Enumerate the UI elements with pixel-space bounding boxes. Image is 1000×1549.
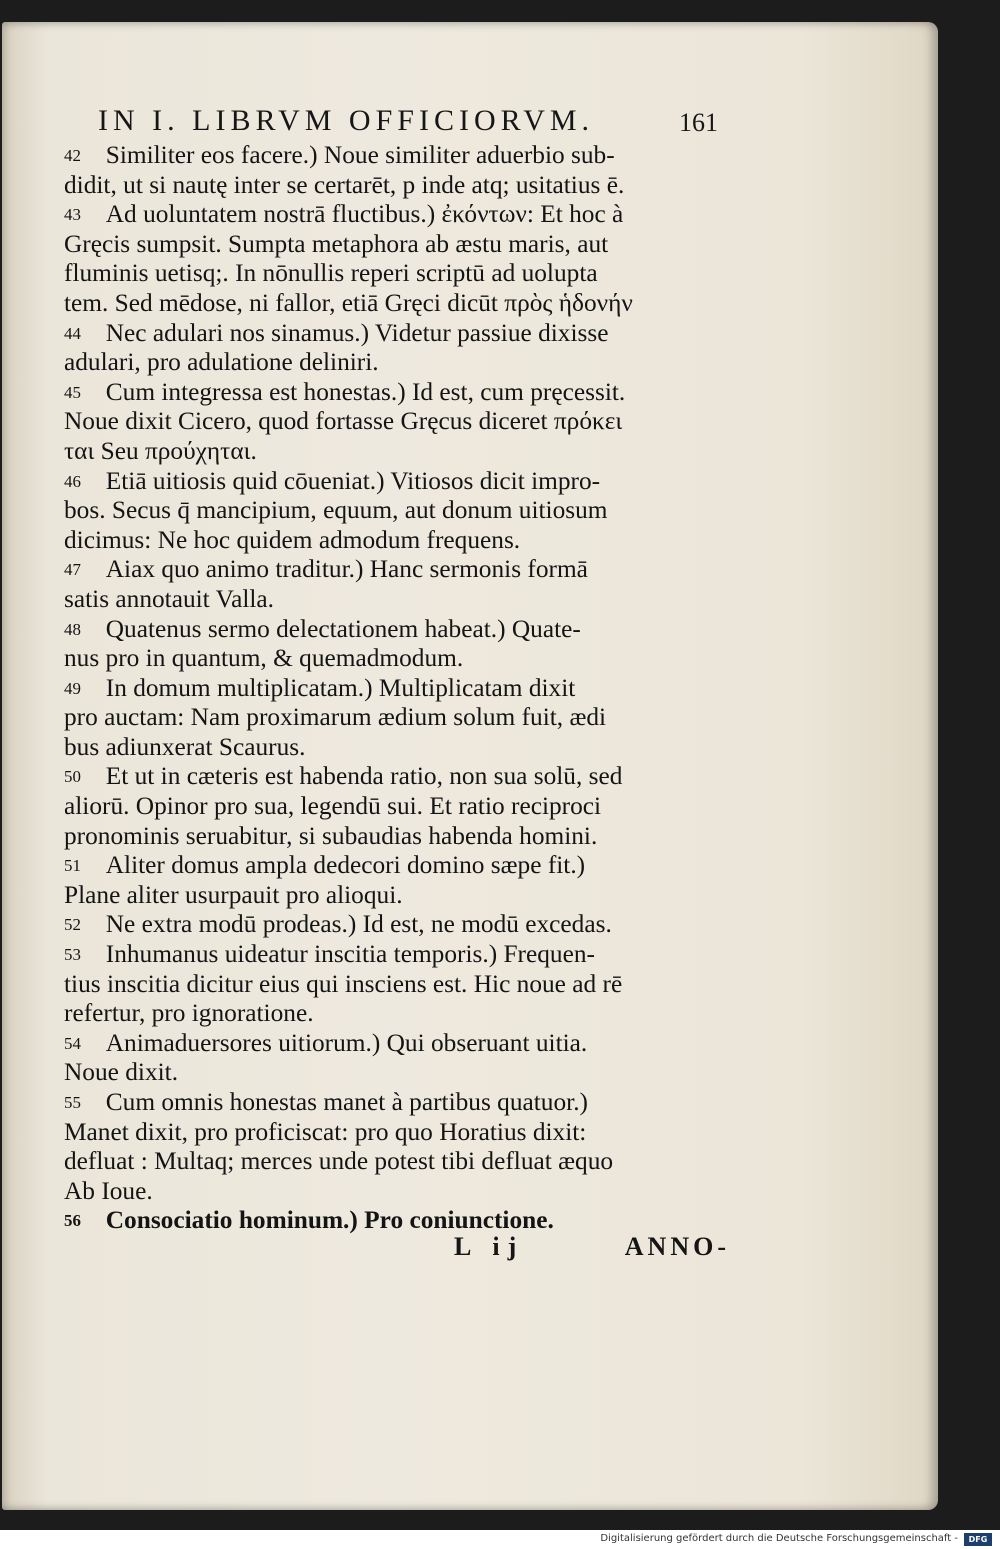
entry-line: fluminis uetisq;. In nōnullis reperi scriptū ad uolupta [64,258,598,288]
entry-first-line [64,554,720,584]
entry-lemma-line: Aliter domus ampla dedecori domino sæpe fit.) [105,850,586,880]
entry-line: Plane aliter usurpauit pro alioqui. [64,879,403,909]
commentary-entry [64,673,724,762]
entry-line: didit, ut si nautę inter se certarēt, p inde atq; usitatius ē. [64,169,625,199]
entry-number: 44 [64,323,81,343]
entry-lemma-line: Quatenus sermo delectationem habeat.) Quate- [105,613,581,643]
entry-first-line [64,1205,720,1235]
entry-first-line [64,761,720,791]
commentary-entry [64,939,724,1028]
entry-first-line [64,377,720,407]
commentary-entry [64,466,724,555]
entry-line: defluat : Multaq; merces unde potest tibi defluat æquo [64,1146,614,1176]
commentary-entry [64,554,724,613]
entry-first-line [64,199,720,229]
entry-lemma-line: In domum multiplicatam.) Multiplicatam dixit [105,672,576,702]
entry-first-line [64,614,720,644]
entry-line: bos. Secus q̄ mancipium, equum, aut donum uitiosum [64,495,608,525]
commentary-entry [64,377,724,466]
entry-first-line [64,140,720,170]
credit-text: Digitalisierung gefördert durch die Deutsche Forschungsgemeinschaft - [600,1533,958,1544]
entry-number: 43 [64,205,81,225]
page-number: 161 [679,108,718,137]
entry-number: 53 [64,945,81,965]
commentary-text [64,140,724,1235]
entry-line: tius inscitia dicitur eius qui insciens est. Hic noue ad rē [64,968,623,998]
entry-line: Ab Ioue. [64,1175,153,1205]
entry-lemma-line: Animaduersores uitiorum.) Qui obseruant uitia. [105,1027,588,1057]
entry-line: nus pro in quantum, & quemadmodum. [64,643,464,673]
entry-line: aliorū. Opinor pro sua, legendū sui. Et ratio reciproci [64,791,602,821]
commentary-entry [64,199,724,317]
running-head [98,104,718,144]
entry-lemma-line: Cum integressa est honestas.) Id est, cum pręcessit. [105,376,626,406]
entry-line: Gręcis sumpsit. Sumpta metaphora ab æstu maris, aut [64,228,609,258]
commentary-entry [64,850,724,909]
entry-lemma-line: Inhumanus uideatur inscitia temporis.) Frequen- [105,939,595,969]
commentary-entry [64,1205,724,1235]
entry-first-line [64,850,720,880]
entry-lemma-line: Consociatio hominum.) Pro coniunctione. [105,1205,554,1235]
commentary-entry [64,761,724,850]
entry-line: dicimus: Ne hoc quidem admodum frequens. [64,524,521,554]
commentary-entry [64,909,724,939]
entry-line: Manet dixit, pro proficiscat: pro quo Horatius dixit: [64,1116,587,1146]
entry-line: tem. Sed mēdose, ni fallor, etiā Gręci dicūt πρὸς ἡδονήν [64,287,633,317]
entry-number: 47 [64,560,81,580]
entry-number: 45 [64,382,81,402]
commentary-entry [64,140,724,199]
entry-line: bus adiunxerat Scaurus. [64,731,306,761]
entry-first-line [64,939,720,969]
running-title: IN I. LIBRVM OFFICIORVM. [98,104,595,137]
commentary-entry [64,1087,724,1205]
commentary-entry [64,318,724,377]
entry-number: 52 [64,915,81,935]
entry-number: 49 [64,678,81,698]
entry-line: pro auctam: Nam proximarum ædium solum fuit, ædi [64,702,607,732]
entry-lemma-line: Aiax quo animo traditur.) Hanc sermonis formā [105,554,588,584]
entry-first-line [64,1087,720,1117]
entry-line: pronominis seruabitur, si subaudias habenda homini. [64,820,598,850]
dfg-logo: DFG [964,1533,992,1546]
entry-line: ται Seu προύχηται. [64,435,257,465]
entry-number: 46 [64,471,81,491]
entry-number: 56 [64,1211,81,1231]
entry-number: 50 [64,767,81,787]
entry-lemma-line: Nec adulari nos sinamus.) Videtur passiue dixisse [105,317,609,347]
entry-first-line [64,466,720,496]
entry-number: 48 [64,619,81,639]
credit-bar [0,1530,1000,1549]
entry-line: adulari, pro adulatione deliniri. [64,347,379,377]
entry-first-line [64,318,720,348]
entry-line: refertur, pro ignoratione. [64,998,314,1028]
entry-number: 54 [64,1033,81,1053]
entry-lemma-line: Ad uoluntatem nostrā fluctibus.) ἐκόντων: Et hoc à [105,199,624,229]
commentary-entry [64,1028,724,1087]
entry-number: 51 [64,856,81,876]
page-footer [450,1232,730,1268]
entry-lemma-line: Et ut in cæteris est habenda ratio, non sua solū, sed [105,761,623,791]
signature-mark: L ij [454,1232,525,1261]
entry-line: Noue dixit. [64,1057,179,1087]
entry-number: 55 [64,1093,81,1112]
entry-first-line [64,1028,720,1058]
entry-lemma-line: Similiter eos facere.) Noue similiter aduerbio sub- [105,140,615,169]
entry-lemma-line: Cum omnis honestas manet à partibus quatuor.) [105,1087,588,1116]
entry-first-line [64,909,720,939]
catchword: ANNO- [624,1232,730,1261]
commentary-entry [64,614,724,673]
entry-line: satis annotauit Valla. [64,583,275,613]
entry-number: 42 [64,146,81,165]
entry-first-line [64,673,720,703]
entry-lemma-line: Etiā uitiosis quid cōueniat.) Vitiosos dicit impro- [105,465,601,495]
entry-line: Noue dixit Cicero, quod fortasse Gręcus diceret πρόκει [64,406,623,436]
entry-lemma-line: Ne extra modū prodeas.) Id est, ne modū excedas. [105,909,612,939]
